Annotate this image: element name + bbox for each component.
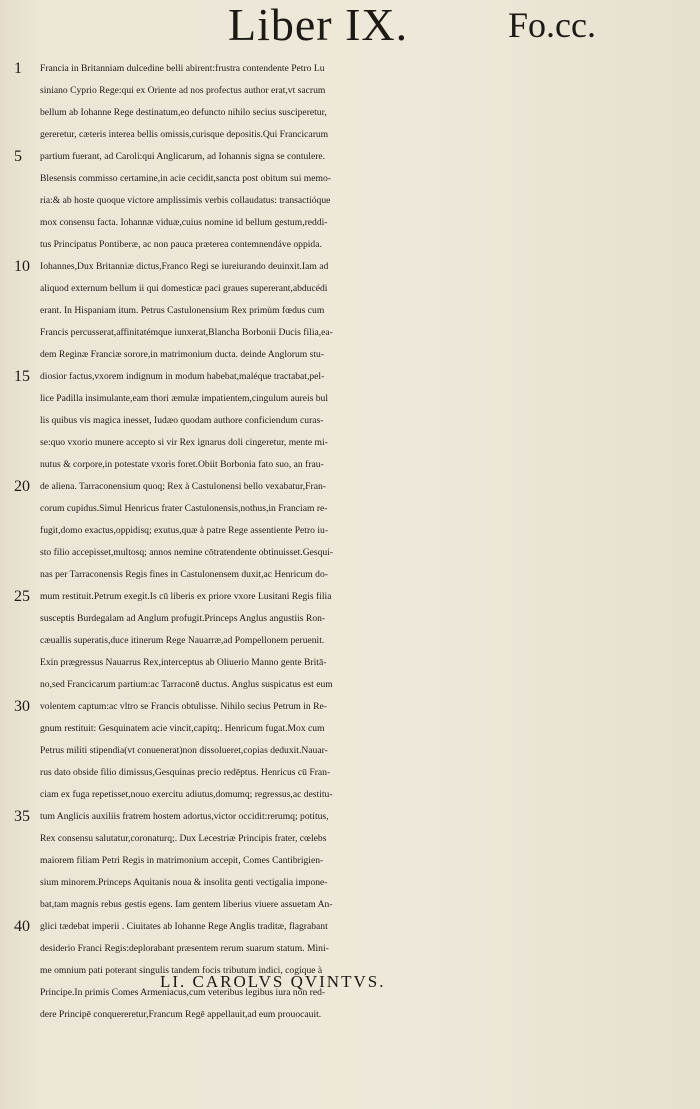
text-line: gereretur, cæteris interea bellis omissis,curisque depositis.Qui Francicarum (40, 129, 329, 140)
text-line: ciam ex fuga repetisset,nouo exercitu adiutus,domumq; regressus,ac destitu- (40, 789, 333, 800)
text-line: fugit,domo exactus,oppidisq; exutus,quæ à patre Rege assentiente Petro iu- (40, 525, 329, 536)
text-line: Blesensis commisso certamine,in acie cecidit,sancta post obitum sui memo- (40, 173, 331, 184)
line-number: 20 (14, 478, 30, 495)
text-line: diosior factus,vxorem indignum in modum habebat,maléque tractabat,pel- (40, 371, 325, 382)
text-line: lis quibus vis magica inesset, Iudæo quodam authore conficiendum curas- (40, 415, 324, 426)
text-line: susceptis Burdegalam ad Anglum profugit.Princeps Anglus angustiis Ron- (40, 613, 326, 624)
text-line: Exin prægressus Nauarrus Rex,interceptus ab Oliuerio Manno gente Britā- (40, 657, 327, 668)
text-line: rus dato obside filio dimissus,Gesquinas precio redēptus. Henricus cū Fran- (40, 767, 331, 778)
text-line: Rex consensu salutatur,coronaturq;. Dux Lecestriæ Principis frater, cœlebs (40, 833, 327, 844)
text-line: corum cupidus.Simul Henricus frater Castulonensis,nothus,in Franciam re- (40, 503, 328, 514)
text-line: mox consensu facta. Iohannæ viduæ,cuius nomine id bellum gestum,reddi- (40, 217, 328, 228)
text-line: cæuallis superatis,duce itinerum Rege Nauarræ,ad Pompellonem peruenit. (40, 635, 325, 646)
catchword: LI. CAROLVS QVINTVS. (160, 972, 386, 991)
text-line: de aliena. Tarraconensium quoq; Rex à Castulonensi bello vexabatur,Fran- (40, 481, 326, 492)
text-line: lice Padilla insimulante,eam thori æmulæ impatientem,cingulum aureis bul (40, 393, 329, 404)
text-line: tus Principatus Pontiberæ, ac non pauca præterea contemnendáve oppida. (40, 239, 322, 250)
text-line: volentem captum:ac vltro se Francis obtulisse. Nihilo secius Petrum in Re- (40, 701, 327, 712)
text-line: tum Anglicis auxiliis fratrem hostem adortus,victor occidit:rerumq; potitus, (40, 811, 329, 822)
running-header (0, 0, 700, 52)
folio-number: Fo.cc. (508, 5, 596, 45)
text-line: dem Reginæ Franciæ sorore,in matrimonium ducta. deinde Anglorum stu- (40, 349, 325, 360)
text-line: Iohannes,Dux Britanniæ dictus,Franco Regi se iureiurando deuinxit.Iam ad (40, 261, 329, 272)
text-line: Francia in Britanniam dulcedine belli abirent:frustra contendente Petro Lu (40, 63, 325, 74)
text-line: me omnium pati poterant singulis tandem focis tributum indici, cogíque à (40, 965, 323, 976)
text-line: siniano Cyprio Rege:qui ex Oriente ad nos profectus author erat,vt sacrum (40, 85, 326, 96)
text-line: Francis percusserat,affinitatémque iunxerat,Blancha Borbonii Ducis filia,ea- (40, 327, 333, 338)
line-number: 30 (14, 698, 30, 715)
text-line: nas per Tarraconensis Regis fines in Castulonensem duxit,ac Henricum do- (40, 569, 328, 580)
text-line: glici tædebat imperii . Ciuitates ab Iohanne Rege Anglis traditæ, flagrabant (40, 921, 328, 932)
line-number: 15 (14, 368, 30, 385)
text-line: aliquod externum bellum ii qui domesticæ paci graues supererant,abducédi (40, 283, 328, 294)
text-line: sium minorem.Princeps Aquitanis noua & insolita genti vectigalia impone- (40, 877, 328, 888)
line-number: 10 (14, 258, 30, 275)
line-number: 35 (14, 808, 30, 825)
text-line: nutus & corpore,in potestate vxoris foret.Obiit Borbonia fato suo, an frau- (40, 459, 324, 470)
text-line: Principe.In primis Comes Armeniacus,cum veteribus legibus iura non red- (40, 987, 326, 998)
text-line: dere Principē conquereretur,Francum Regē appellauit,ad eum prouocauit. (40, 1009, 322, 1020)
text-line: gnum restituit: Gesquinatem acie vincit,capitq;. Henricum fugat.Mox cum (40, 723, 325, 734)
text-line: partium fuerant, ad Caroli:qui Anglicarum, ad Iohannis signa se contulere. (40, 151, 326, 162)
text-line: se:quo vxorio munere accepto si vir Rex ignarus doli cingeretur, mente mi- (40, 437, 328, 448)
line-number: 40 (14, 918, 30, 935)
text-line: mum restituit.Petrum exegit.Is cū liberis ex priore vxore Lusitani Regis filia (40, 591, 332, 602)
text-line: no,sed Francicarum partium:ac Tarraconē ductus. Anglus suspicatus est eum (40, 679, 333, 690)
text-line: erant. In Hispaniam itum. Petrus Castulonensium Rex primùm fœdus cum (40, 305, 325, 316)
line-number: 25 (14, 588, 30, 605)
line-number: 5 (14, 148, 22, 165)
book-title: Liber IX. (228, 0, 409, 50)
text-line: maiorem filiam Petri Regis in matrimonium accepit, Comes Cantibrigien- (40, 855, 324, 866)
text-line: bellum ab Iohanne Rege destinatum,eo defuncto nihilo secius susciperetur, (40, 107, 327, 118)
text-line: bat,tam magnis rebus gestis egens. Iam gentem liberius viuere assuetam An- (40, 899, 333, 910)
text-line: sto filio accepisset,multosq; annos nemine cōtratendente obtinuisset.Gesqui- (40, 547, 334, 558)
line-number: 1 (14, 60, 22, 77)
text-line: desiderio Franci Regis:deplorabant præsentem rerum suarum statum. Mini- (40, 943, 329, 954)
text-line: ria:& ab hoste quoque victore amplissimis verbis collaudatus: transactióque (40, 195, 331, 206)
text-line: Petrus militi stipendia(vt conuenerat)non dissolueret,copias deduxit.Nauar- (40, 745, 328, 756)
